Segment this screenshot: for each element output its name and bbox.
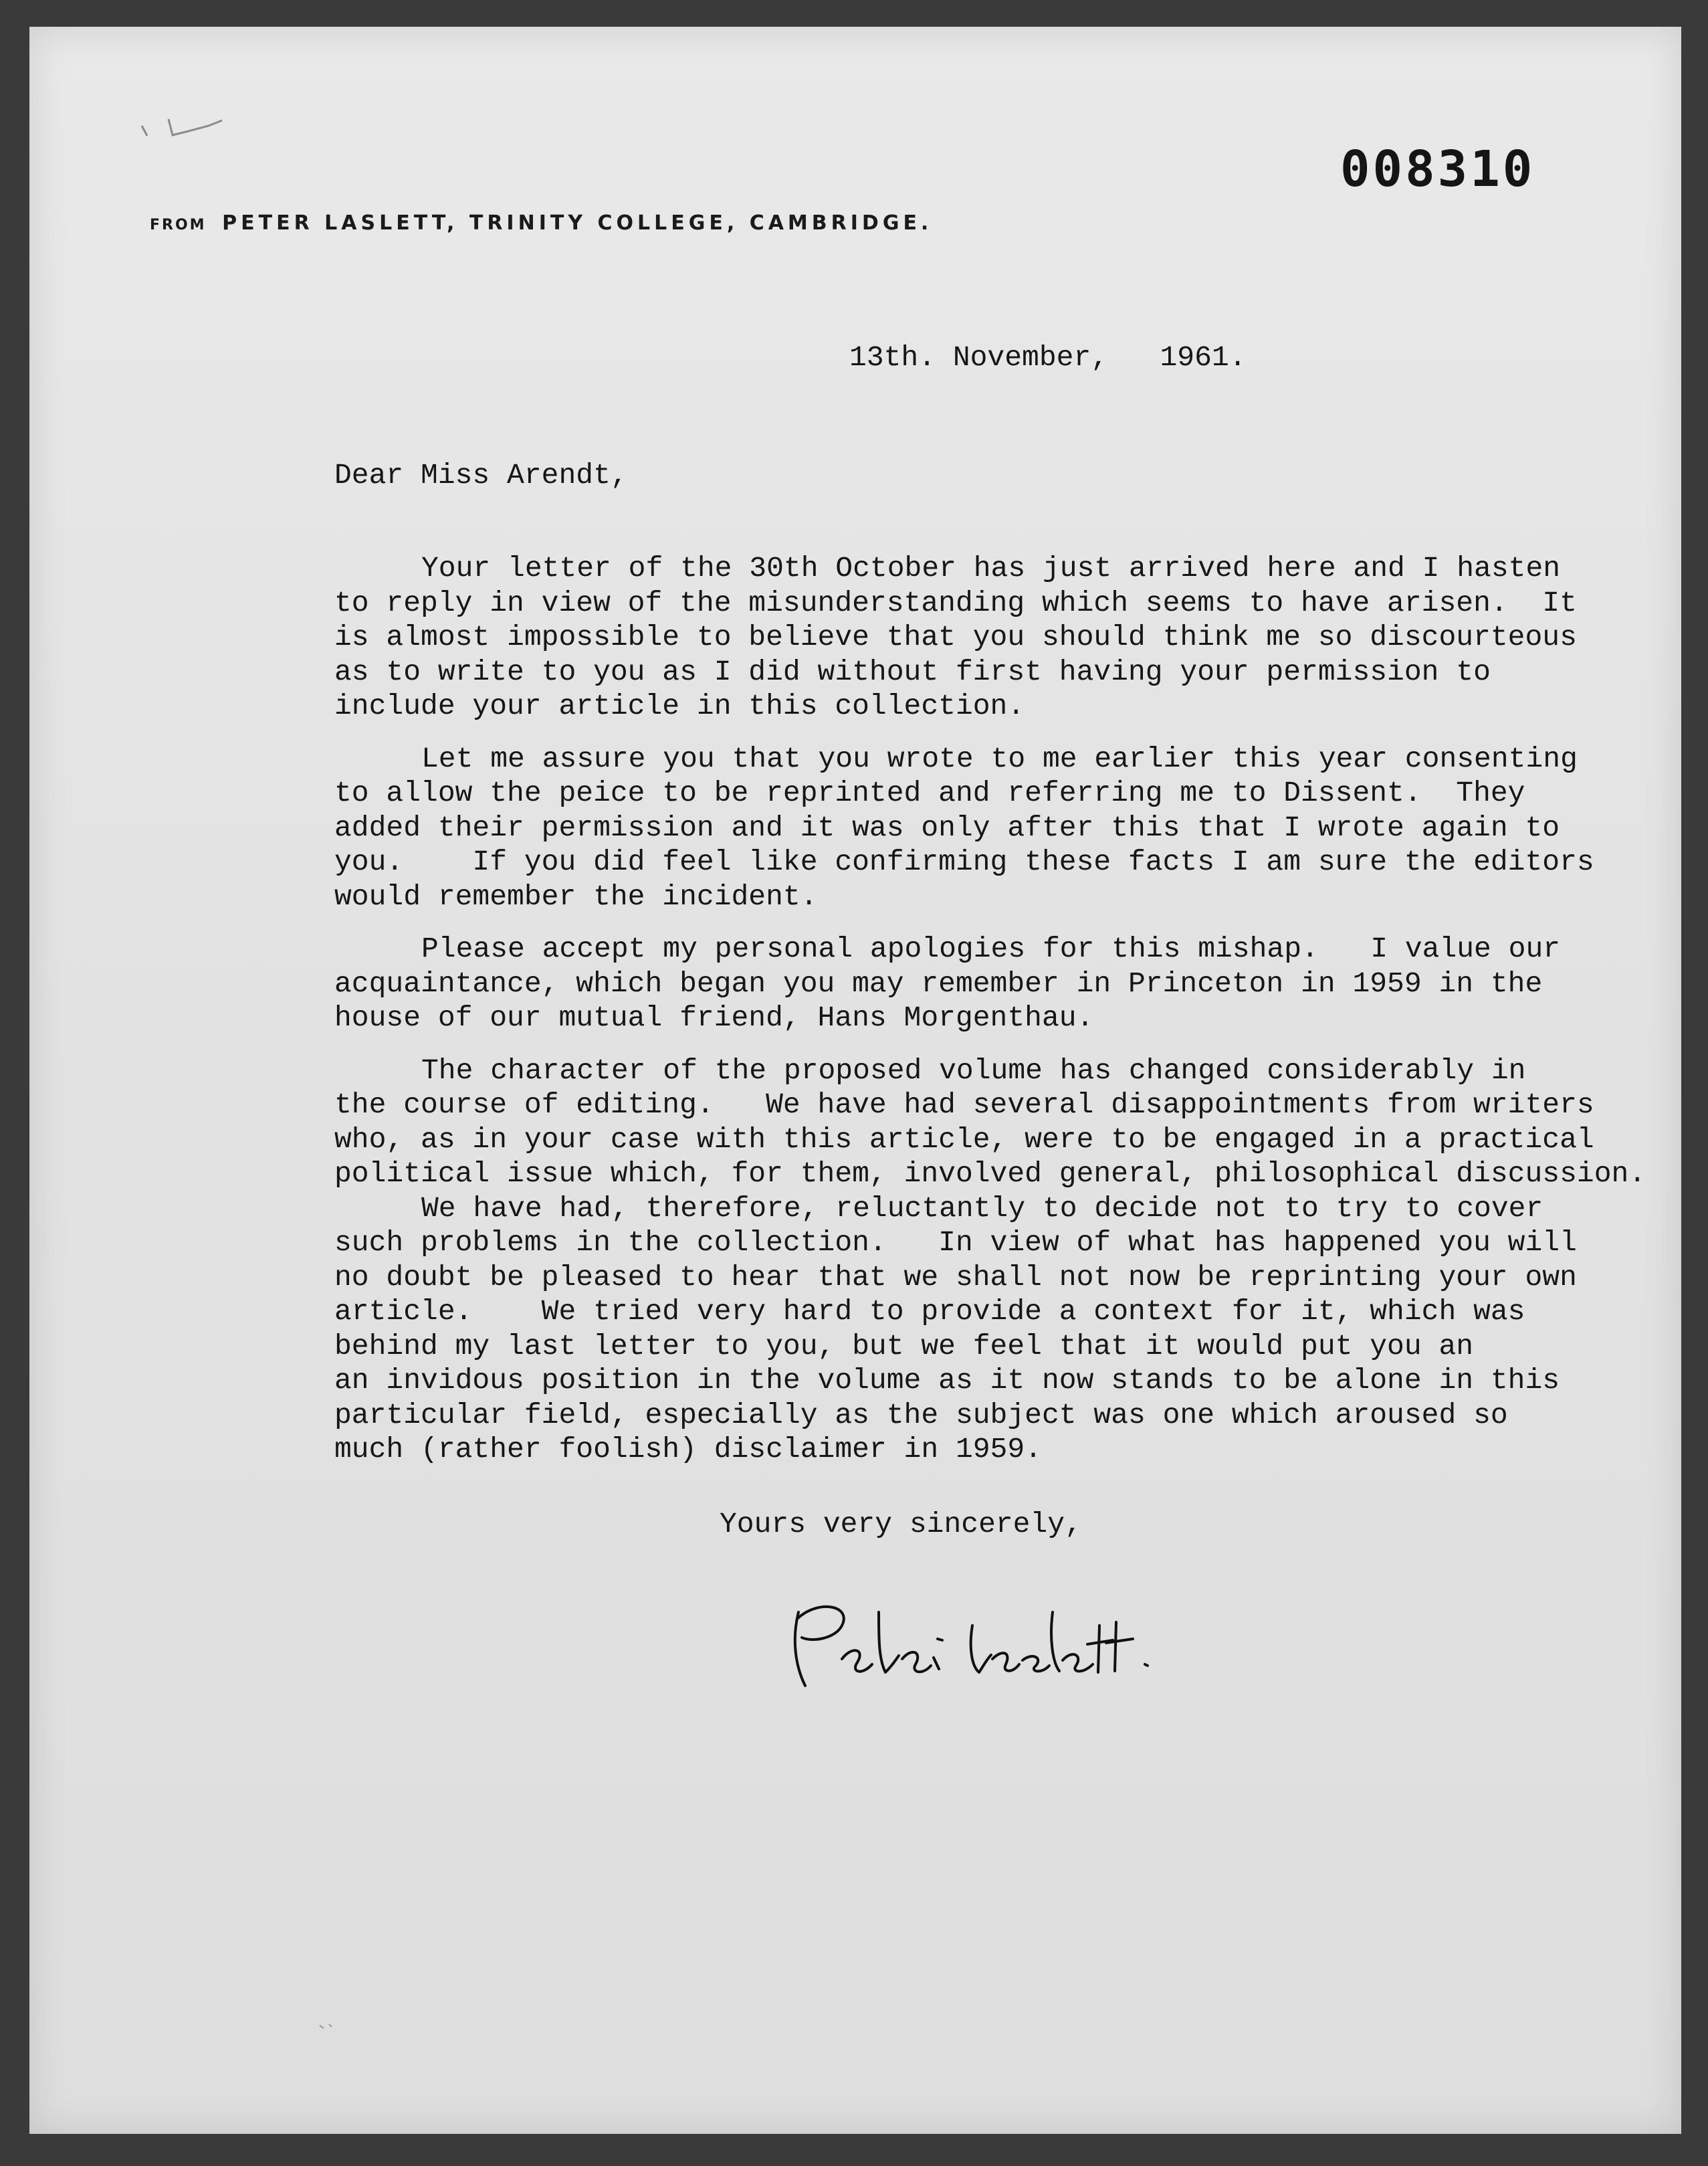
text-line: acquaintance, which began you may remember in Princeton in 1959 in the [334,967,1543,1000]
text-line: added their permission and it was only after this that I wrote again to [334,811,1560,844]
text-line: you. If you did feel like confirming these facts I am sure the editors [334,846,1594,878]
text-line: much (rather foolish) disclaimer in 1959. [334,1433,1042,1466]
paragraph-4 [334,1054,1645,1467]
text-line: The character of the proposed volume has changed considerably in [421,1054,1526,1087]
text-line: to allow the peice to be reprinted and referring me to Dissent. They [334,777,1525,809]
letterhead-from: FROM [150,217,207,233]
paragraph-3 [334,932,1645,1036]
text-line: house of our mutual friend, Hans Morgenthau. [334,1001,1094,1034]
paragraph-2 [334,742,1645,914]
text-line: include your article in this collection. [334,690,1025,722]
text-line: article. We tried very hard to provide a context for it, which was [334,1295,1525,1328]
signature [778,1585,1153,1706]
pencil-mark [135,106,242,146]
text-line: We have had, therefore, reluctantly to decide not to try to cover [421,1191,1543,1225]
text-line: is almost impossible to believe that you should think me so discourteous [334,621,1577,654]
text-line: the course of editing. We have had several disappointments from writers [334,1088,1594,1121]
text-line: who, as in your case with this article, were to be engaged in a practical [334,1122,1594,1156]
text-line: Your letter of the 30th October has just arrived here and I hasten [421,552,1561,585]
letterhead [150,211,932,235]
letter-date: 13th. November, 1961. [849,341,1247,374]
text-line: an invidous position in the volume as it now stands to be alone in this [334,1364,1560,1397]
text-line: would remember the incident. [334,880,818,913]
letter-body [334,551,1645,1485]
text-line: behind my last letter to you, but we feel that it would put you an [334,1329,1474,1363]
text-line: Please accept my personal apologies for this mishap. I value our [421,932,1561,965]
text-line: to reply in view of the misunderstanding which seems to have arisen. It [334,586,1577,619]
closing: Yours very sincerely, [720,1508,1082,1541]
scan-dust [317,2020,344,2034]
letterhead-sender: PETER LASLETT, TRINITY COLLEGE, CAMBRIDGE. [222,211,933,235]
paragraph-1 [334,551,1645,724]
text-line: such problems in the collection. In view of what has happened you will [334,1226,1577,1259]
archive-number: 008310 [1340,140,1535,198]
text-line: particular field, especially as the subject was one which aroused so [334,1398,1508,1432]
text-line: as to write to you as I did without first having your permission to [334,655,1491,688]
text-line: political issue which, for them, involved general, philosophical discussion. [334,1157,1646,1190]
text-line: Let me assure you that you wrote to me earlier this year consenting [421,742,1578,775]
salutation: Dear Miss Arendt, [334,459,628,492]
text-line: no doubt be pleased to hear that we shall not now be reprinting your own [334,1260,1577,1294]
letter-page [29,27,1681,2134]
